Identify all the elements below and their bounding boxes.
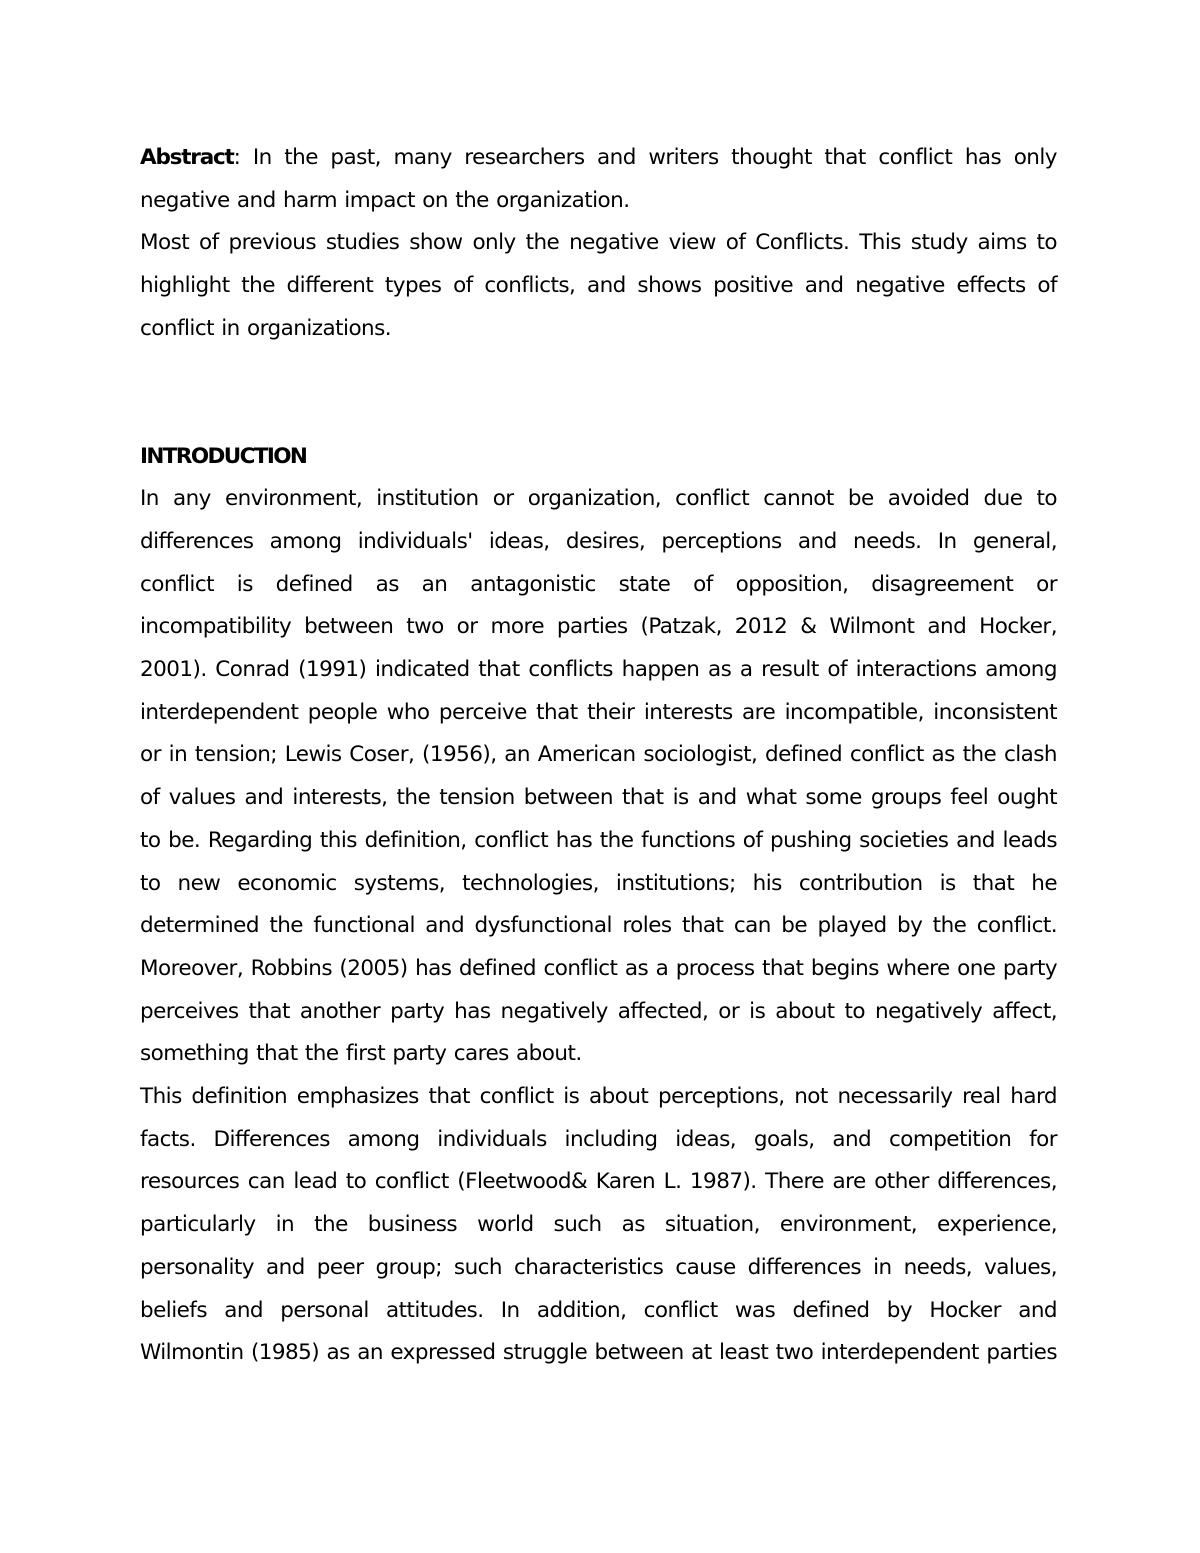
document-page [140,137,1057,1375]
abstract-text-2: Most of previous studies show only the negative view of Conflicts. This study aims to highlight the different types of conflicts, and shows positive and negative effects of conflict in organizations. [140,230,1057,341]
abstract-text-1: : In the past, many researchers and writers thought that conflict has only negative and harm impact on the organization. [140,145,1057,213]
introduction-paragraph-2: This definition emphasizes that conflict is about perceptions, not necessarily real hard facts. Differences among individuals including ideas, goals, and competition for resources can lead to conflict (Fleetwood& Karen L. 1987). There are other differences, particularly in the business world such as situation, environment, experience, personality and peer group; such characteristics cause differences in needs, values, beliefs and personal attitudes. In addition, conflict was defined by Hocker and Wilmontin (1985) as an expressed struggle between at least two interdependent parties [140,1084,1057,1366]
introduction-heading: INTRODUCTION [140,443,307,469]
introduction-paragraph-1: In any environment, institution or organization, conflict cannot be avoided due to differences among individuals' ideas, desires, perceptions and needs. In general, conflict is defined as an antagonistic state of opposition, disagreement or incompatibility between two or more parties (Patzak, 2012 & Wilmont and Hocker, 2001). Conrad (1991) indicated that conflicts happen as a result of interactions among interdependent people who perceive that their interests are incompatible, inconsistent or in tension; Lewis Coser, (1956), an American sociologist, defined conflict as the clash of values and interests, the tension between that is and what some groups feel ought to be. Regarding this definition, conflict has the functions of pushing societies and leads to new economic systems, technologies, institutions; his contribution is that he determined the functional and dysfunctional roles that can be played by the conflict. Moreover, Robbins (2005) has defined conflict as a process that begins where one party perceives that another party has negatively affected, or is about to negatively affect, something that the first party cares about. [140,486,1057,1067]
abstract-paragraph [140,137,1057,222]
abstract-label: Abstract [140,145,234,170]
section-gap [140,351,1057,436]
